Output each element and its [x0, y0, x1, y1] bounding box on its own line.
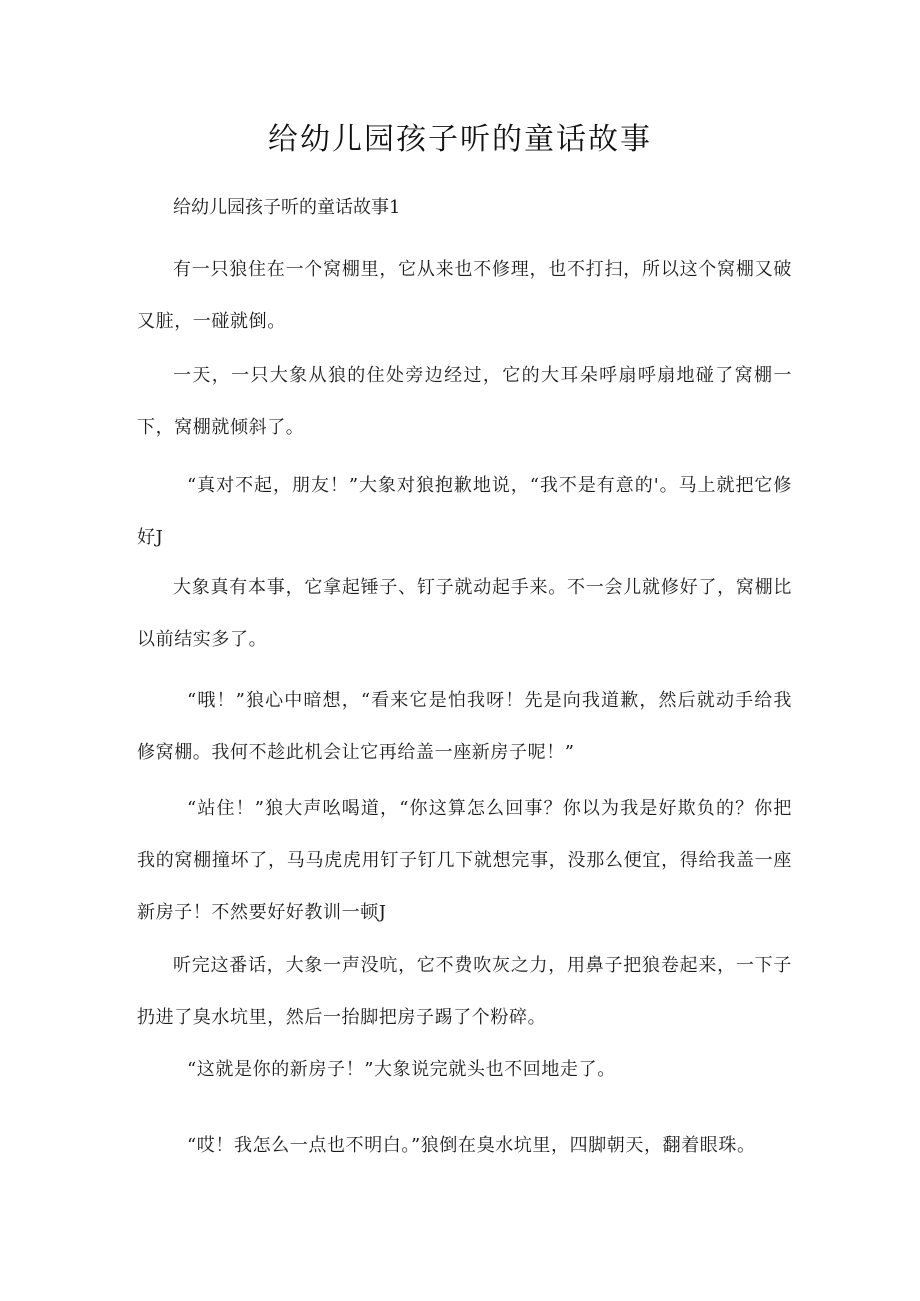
paragraph: 有一只狼住在一个窝棚里，它从来也不修理，也不打扫，所以这个窝棚又破又脏，一碰就倒。	[137, 259, 792, 332]
section-heading: 给幼儿园孩子听的童话故事1	[173, 197, 401, 218]
paragraph: “这就是你的新房子！”大象说完就头也不回地走了。	[187, 1059, 616, 1080]
paragraph: “哎！我怎么一点也不明白。”狼倒在臭水坑里，四脚朝天，翻着眼珠。	[187, 1135, 756, 1156]
paragraph: 一天，一只大象从狼的住处旁边经过，它的大耳朵呼扇呼扇地碰了窝棚一下，窝棚就倾斜了。	[137, 365, 792, 438]
paragraph: 听完这番话，大象一声没吭，它不费吹灰之力，用鼻子把狼卷起来，一下子扔进了臭水坑里，然后一抬脚把房子踢了个粉碎。	[137, 955, 792, 1028]
document-title: 给幼儿园孩子听的童话故事	[268, 122, 652, 157]
paragraph: “站住！”狼大声吆喝道，“你这算怎么回事？你以为我是好欺负的？你把我的窝棚撞坏了，马马虎虎用钉子钉几下就想完事，没那么便宜，得给我盖一座新房子！不然要好好教训一顿J	[137, 798, 792, 923]
paragraph: 大象真有本事，它拿起锤子、钉子就动起手来。不一会儿就修好了，窝棚比以前结实多了。	[137, 577, 792, 650]
paragraph: “哦！”狼心中暗想，“看来它是怕我呀！先是向我道歉，然后就动手给我修窝棚。我何不趁此机会让它再给盖一座新房子呢！”	[137, 690, 792, 763]
paragraph: “真对不起，朋友！”大象对狼抱歉地说，“我不是有意的'。马上就把它修好J	[137, 475, 792, 548]
